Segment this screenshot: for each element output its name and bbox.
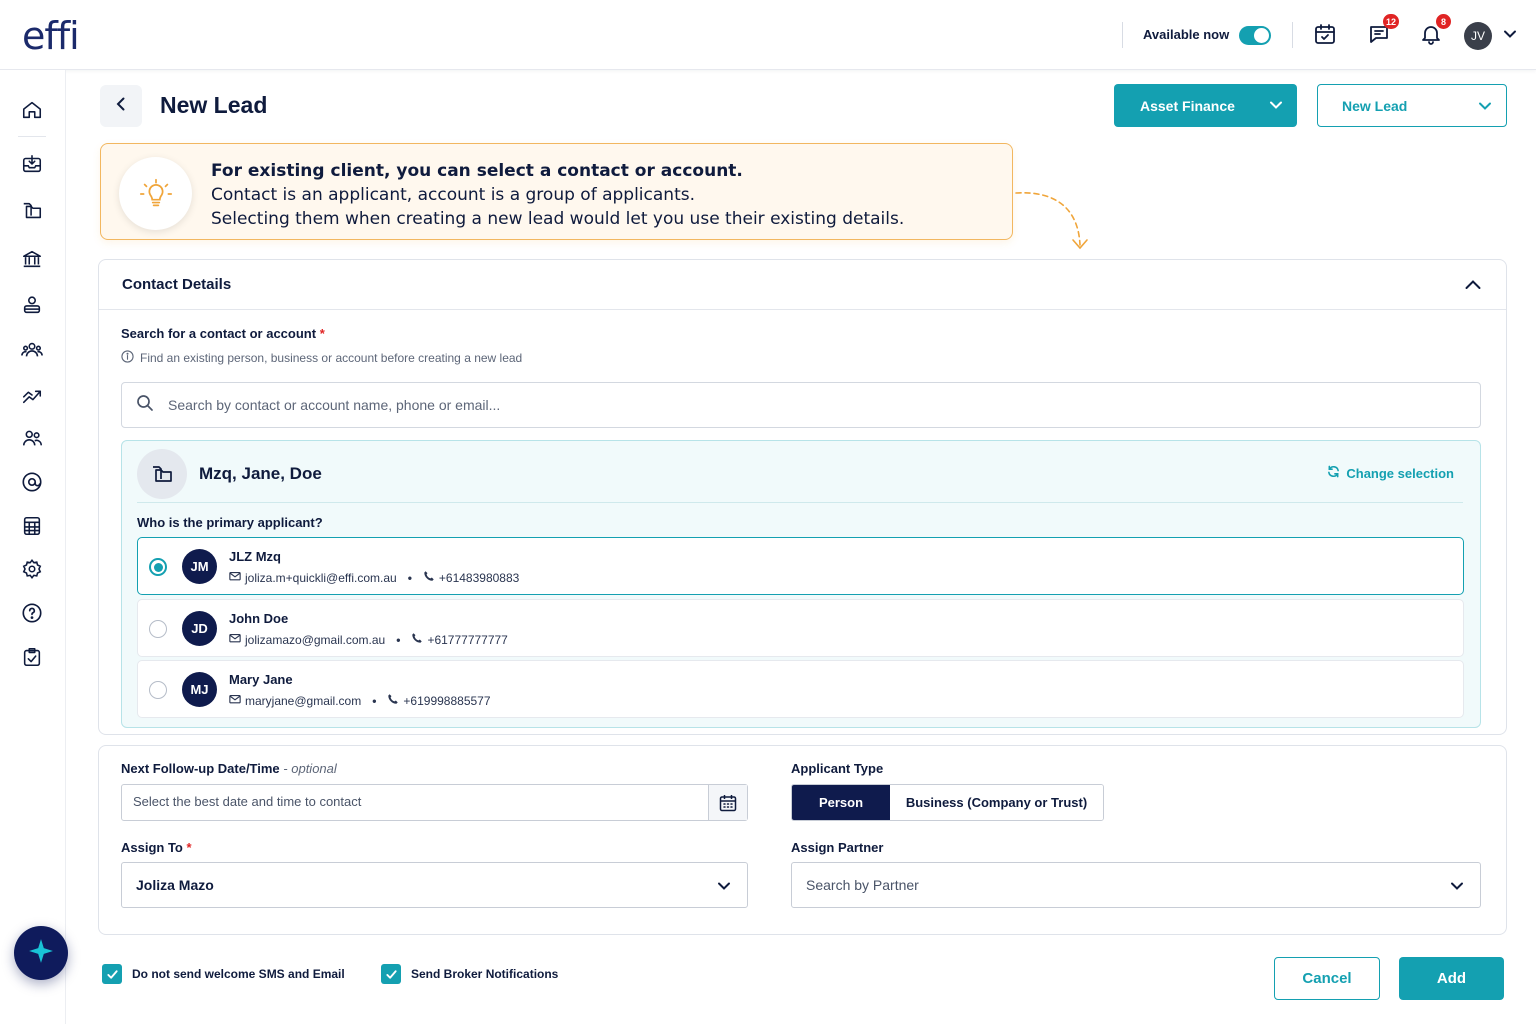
contact-details-card bbox=[98, 259, 1507, 735]
applicant-name: JLZ Mzq bbox=[229, 549, 281, 564]
top-bar bbox=[0, 0, 1536, 70]
person-stack-icon[interactable] bbox=[20, 293, 44, 317]
calendar-check-icon[interactable] bbox=[1311, 20, 1339, 48]
applicant-type-label: Applicant Type bbox=[791, 761, 884, 776]
applicant-type-person[interactable]: Person bbox=[792, 785, 890, 820]
no-welcome-checkbox-row[interactable] bbox=[102, 964, 345, 984]
messages-badge: 12 bbox=[1383, 14, 1399, 29]
lead-form-card bbox=[98, 745, 1507, 935]
bell-icon[interactable] bbox=[1417, 16, 1446, 48]
search-input[interactable] bbox=[168, 397, 1368, 413]
chevron-down-icon bbox=[717, 879, 731, 896]
assign-to-select[interactable] bbox=[121, 862, 748, 908]
followup-date-input[interactable] bbox=[133, 794, 693, 809]
applicant-email: joliza.m+quickli@effi.com.au bbox=[245, 570, 397, 585]
applicant-option[interactable] bbox=[137, 599, 1464, 657]
avatar: JD bbox=[182, 611, 217, 646]
applicant-phone: +61483980883 bbox=[438, 570, 520, 585]
dashed-arrow-icon bbox=[1014, 185, 1094, 265]
applicant-option[interactable] bbox=[137, 537, 1464, 595]
ai-assistant-button[interactable] bbox=[14, 926, 68, 980]
chevron-left-icon bbox=[113, 96, 129, 117]
at-sign-icon[interactable] bbox=[20, 470, 44, 494]
user-avatar[interactable]: JV bbox=[1464, 22, 1492, 50]
tip-banner bbox=[100, 143, 1013, 240]
lead-type-dropdown-label: New Lead bbox=[1342, 97, 1408, 114]
chat-icon[interactable] bbox=[1365, 16, 1396, 48]
assign-partner-placeholder: Search by Partner bbox=[806, 877, 919, 893]
divider bbox=[137, 502, 1463, 503]
selected-account-panel bbox=[121, 440, 1481, 728]
search-label: Search for a contact or account * bbox=[121, 326, 325, 341]
assign-to-value: Joliza Mazo bbox=[136, 877, 214, 893]
avatar: JM bbox=[182, 549, 217, 584]
chevron-up-icon[interactable] bbox=[1464, 276, 1482, 299]
lightbulb-icon bbox=[119, 157, 192, 230]
refresh-icon bbox=[1327, 465, 1340, 481]
search-hint: Find an existing person, business or account before creating a new lead bbox=[121, 350, 522, 366]
inbox-download-icon[interactable] bbox=[20, 152, 44, 176]
bank-icon[interactable] bbox=[20, 247, 44, 271]
add-button[interactable]: Add bbox=[1399, 957, 1504, 1000]
assign-to-label: Assign To * bbox=[121, 840, 192, 855]
notifications-badge: 8 bbox=[1436, 14, 1451, 29]
contact-details-header[interactable] bbox=[99, 260, 1506, 310]
avatar: MJ bbox=[182, 672, 217, 707]
selected-account-name: Mzq, Jane, Doe bbox=[199, 464, 322, 483]
checkbox-label: Do not send welcome SMS and Email bbox=[132, 967, 345, 981]
clipboard-check-icon[interactable] bbox=[20, 645, 44, 669]
broker-notifications-checkbox-row[interactable] bbox=[381, 964, 558, 984]
checkbox-checked[interactable] bbox=[102, 964, 122, 984]
applicant-name: John Doe bbox=[229, 611, 289, 626]
applicant-phone: +61777777777 bbox=[427, 632, 508, 647]
applicant-option[interactable] bbox=[137, 660, 1464, 718]
chevron-down-icon[interactable] bbox=[1503, 27, 1517, 46]
product-dropdown-label: Asset Finance bbox=[1140, 97, 1235, 114]
mail-icon bbox=[229, 693, 241, 708]
availability-toggle[interactable] bbox=[1239, 26, 1271, 45]
applicant-type-business[interactable]: Business (Company or Trust) bbox=[890, 785, 1103, 820]
sidebar bbox=[0, 70, 66, 1024]
applicant-phone: +619998885577 bbox=[403, 693, 491, 708]
applicant-email: maryjane@gmail.com bbox=[245, 693, 362, 708]
availability-label: Available now bbox=[1143, 27, 1230, 42]
chevron-down-icon bbox=[1478, 99, 1492, 116]
folders-icon bbox=[137, 449, 187, 499]
applicant-email: jolizamazo@gmail.com.au bbox=[245, 632, 386, 647]
applicant-radio[interactable] bbox=[149, 558, 167, 576]
followup-date-field[interactable] bbox=[121, 784, 748, 821]
applicant-type-toggle bbox=[791, 784, 1104, 821]
gear-icon[interactable] bbox=[20, 557, 44, 581]
assign-partner-label: Assign Partner bbox=[791, 840, 884, 855]
calculator-icon[interactable] bbox=[20, 514, 44, 538]
card-title: Contact Details bbox=[122, 276, 232, 293]
separator: • bbox=[372, 693, 377, 708]
tip-heading: For existing client, you can select a contact or account. bbox=[211, 161, 743, 181]
help-icon[interactable] bbox=[20, 601, 44, 625]
search-icon bbox=[136, 394, 154, 417]
page-title: New Lead bbox=[160, 92, 268, 118]
back-button[interactable] bbox=[100, 85, 142, 127]
cancel-button[interactable]: Cancel bbox=[1274, 957, 1380, 1000]
applicant-name: Mary Jane bbox=[229, 672, 293, 687]
applicant-radio[interactable] bbox=[149, 681, 167, 699]
tip-line: Contact is an applicant, account is a group of applicants. bbox=[211, 185, 695, 205]
chevron-down-icon bbox=[1269, 98, 1283, 115]
separator: • bbox=[396, 632, 401, 647]
contact-search[interactable] bbox=[121, 382, 1481, 428]
phone-icon bbox=[411, 632, 423, 647]
applicant-radio[interactable] bbox=[149, 620, 167, 638]
followup-label: Next Follow-up Date/Time - optional bbox=[121, 761, 337, 776]
separator: • bbox=[407, 570, 412, 585]
app-logo[interactable]: effi bbox=[22, 14, 79, 58]
chevron-down-icon bbox=[1450, 879, 1464, 896]
info-icon bbox=[121, 350, 134, 366]
tip-line: Selecting them when creating a new lead would let you use their existing details. bbox=[211, 209, 905, 229]
mail-icon bbox=[229, 570, 241, 585]
required-mark: * bbox=[319, 326, 325, 341]
divider bbox=[1122, 22, 1123, 48]
change-selection-link[interactable]: Change selection bbox=[1327, 465, 1454, 481]
divider bbox=[1292, 22, 1293, 48]
calendar-icon[interactable] bbox=[708, 785, 747, 820]
optional-hint: - optional bbox=[283, 761, 337, 776]
checkbox-checked[interactable] bbox=[381, 964, 401, 984]
product-dropdown[interactable] bbox=[1114, 84, 1297, 127]
folders-icon[interactable] bbox=[20, 199, 44, 223]
mail-icon bbox=[229, 632, 241, 647]
group-icon[interactable] bbox=[20, 338, 44, 362]
sparkle-icon bbox=[28, 938, 54, 969]
required-mark: * bbox=[186, 840, 192, 855]
people-icon[interactable] bbox=[20, 426, 44, 450]
chart-icon[interactable] bbox=[20, 383, 44, 407]
home-icon[interactable] bbox=[20, 98, 44, 122]
divider bbox=[18, 136, 46, 137]
primary-applicant-question: Who is the primary applicant? bbox=[137, 515, 323, 530]
checkbox-label: Send Broker Notifications bbox=[411, 967, 559, 981]
lead-type-dropdown[interactable] bbox=[1317, 84, 1507, 127]
phone-icon bbox=[423, 570, 435, 585]
phone-icon bbox=[387, 693, 399, 708]
assign-partner-select[interactable] bbox=[791, 862, 1481, 908]
